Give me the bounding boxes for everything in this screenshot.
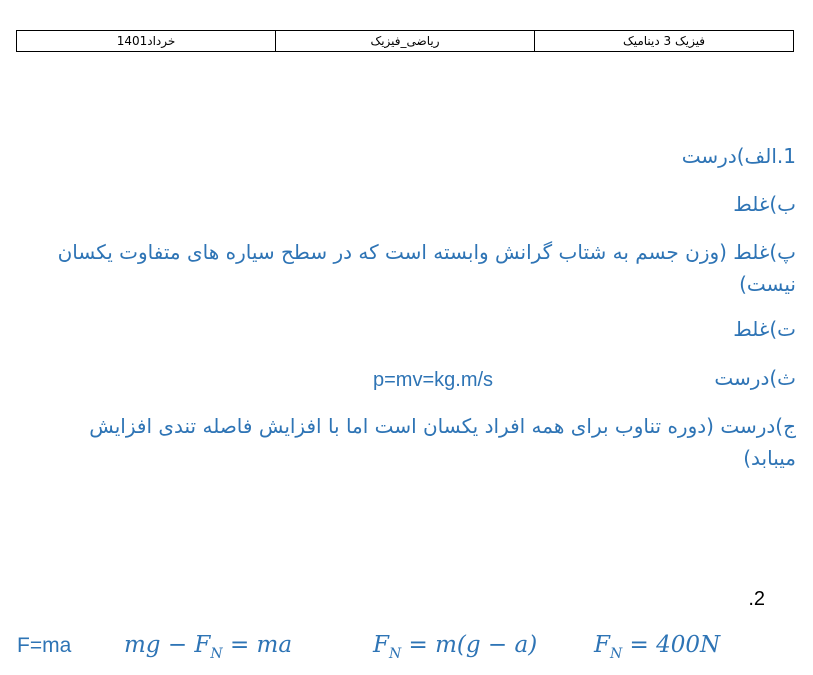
eq2-sub: N <box>210 646 223 662</box>
answer-1j: ج)درست (دوره تناوب برای همه افراد یکسان است اما با افزایش فاصله تندی افزایش میبابد) <box>89 414 796 470</box>
eq2-rhs: = ma <box>222 632 293 658</box>
header-date: خرداد1401 <box>116 34 176 48</box>
eq4-sub: N <box>609 646 623 662</box>
eq3-lhs: F <box>373 632 389 658</box>
header-table <box>16 30 794 52</box>
eq3-sub: N <box>388 646 402 662</box>
eq2-lhs: mg − F <box>124 632 211 658</box>
equation-normal-force <box>373 632 537 662</box>
equation-normal-force-value <box>594 632 720 662</box>
answer-1b: ب)غلط <box>733 192 796 216</box>
equation-newton-second-law: F=ma <box>17 634 72 657</box>
eq3-rhs: = m(g − a) <box>401 632 538 658</box>
momentum-unit-formula: p=mv=kg.m/s <box>373 369 494 391</box>
answer-1t: ت)غلط <box>733 317 796 341</box>
answer-1a: 1.الف)درست <box>681 144 796 168</box>
eq4-lhs: F <box>594 632 610 658</box>
answer-1p: پ)غلط (وزن جسم به شتاب گرانش وابسته است که در سطح سیاره های متفاوت یکسان نیست) <box>57 240 796 296</box>
header-field: ریاضی_فیزیک <box>275 31 534 51</box>
header-subject: فیزیک 3 دینامیک <box>534 31 793 51</box>
equation-row <box>0 630 813 670</box>
answer-1th: ث)درست <box>714 366 796 390</box>
equation-force-balance <box>124 632 292 662</box>
question-2-number: .2 <box>748 588 765 610</box>
eq4-rhs: = 400N <box>622 632 721 658</box>
